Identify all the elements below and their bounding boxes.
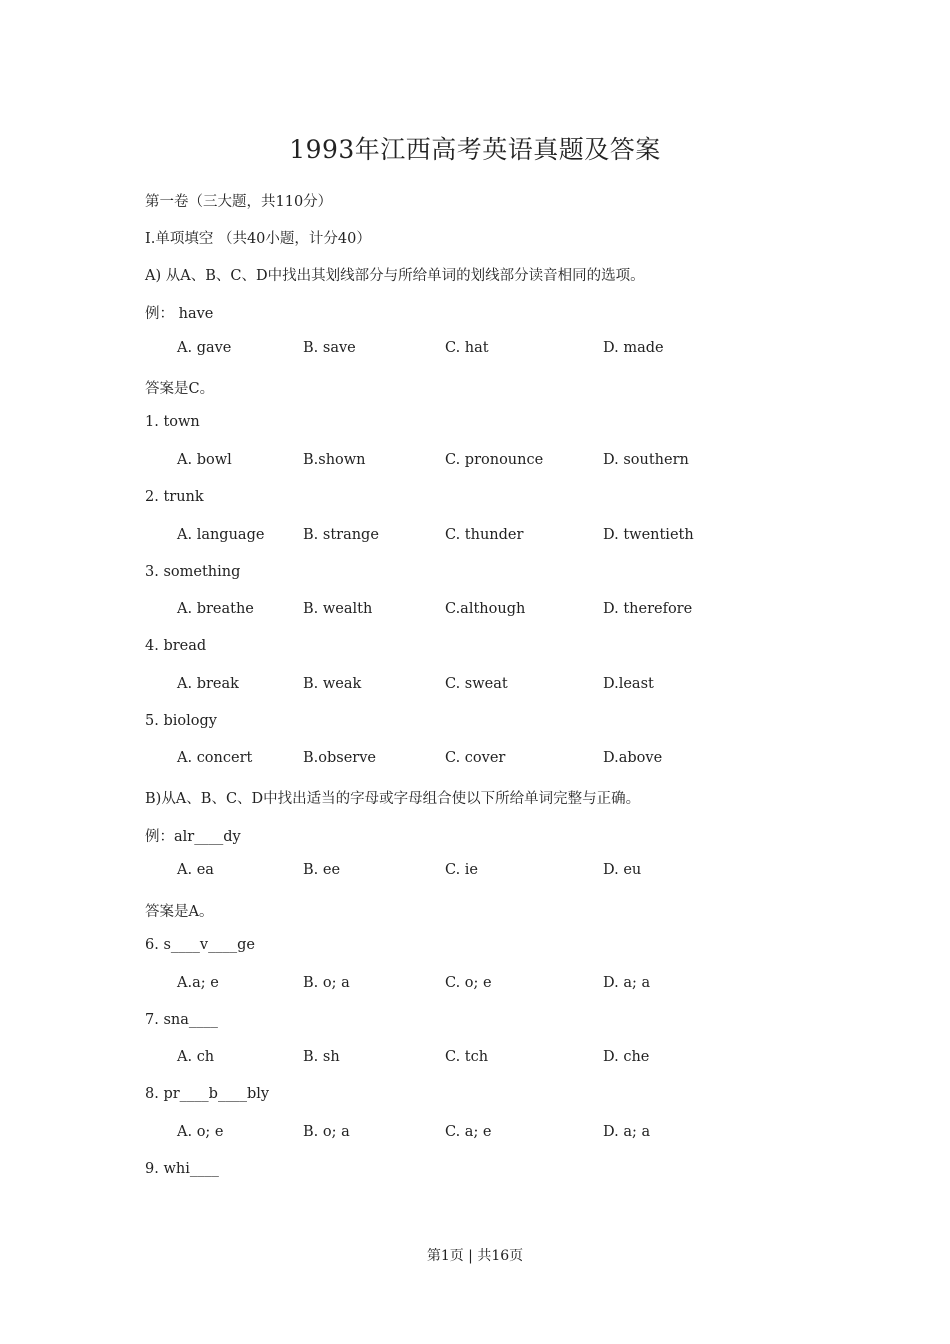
option-b: B. strange	[303, 527, 379, 543]
question-9: 9. whi____	[145, 1161, 219, 1177]
option-c: C. ie	[445, 862, 479, 878]
option-d: D. a; a	[603, 975, 651, 991]
option-b: B. o; a	[303, 1124, 350, 1140]
option-d: D. che	[603, 1049, 650, 1065]
instruction-a: A) 从A、B、C、D中找出其划线部分与所给单词的划线部分读音相同的选项。	[145, 268, 645, 284]
option-b: B. weak	[303, 676, 362, 692]
question-7: 7. sna____	[145, 1012, 218, 1028]
option-a: A. break	[177, 676, 239, 692]
answer-b: 答案是A。	[145, 904, 214, 920]
option-a: A. ch	[177, 1049, 215, 1065]
option-b: B. ee	[303, 862, 341, 878]
option-b: B.observe	[303, 750, 377, 766]
option-d: D. twentieth	[603, 527, 694, 543]
option-c: C. cover	[445, 750, 506, 766]
instruction-b: B)从A、B、C、D中找出适当的字母或字母组合使以下所给单词完整与正确。	[145, 791, 641, 807]
option-d: D.least	[603, 676, 654, 692]
option-c: C. hat	[445, 340, 489, 356]
section-heading: Ⅰ.单项填空 （共40小题，计分40）	[145, 231, 371, 247]
question-4: 4. bread	[145, 638, 207, 654]
question-1: 1. town	[145, 414, 200, 430]
option-b: B.shown	[303, 452, 366, 468]
option-b: B. sh	[303, 1049, 340, 1065]
option-c: C. o; e	[445, 975, 492, 991]
option-a: A. language	[177, 527, 265, 543]
option-c: C. sweat	[445, 676, 508, 692]
example-a: 例： have	[145, 306, 214, 322]
answer-a: 答案是C。	[145, 381, 215, 397]
option-b: B. wealth	[303, 601, 373, 617]
option-a: A. bowl	[177, 452, 232, 468]
option-a: A. gave	[177, 340, 232, 356]
question-5: 5. biology	[145, 713, 217, 729]
option-c: C.although	[445, 601, 526, 617]
option-c: C. a; e	[445, 1124, 492, 1140]
page-footer: 第1页 | 共16页	[426, 1248, 524, 1264]
question-8: 8. pr____b____bly	[145, 1086, 270, 1102]
question-3: 3. something	[145, 564, 241, 580]
option-a: A. ea	[177, 862, 214, 878]
option-d: D. therefore	[603, 601, 693, 617]
option-b: B. o; a	[303, 975, 350, 991]
option-d: D.above	[603, 750, 663, 766]
option-a: A. breathe	[177, 601, 254, 617]
document-title: 1993年江西高考英语真题及答案	[289, 135, 661, 164]
example-b: 例：alr____dy	[145, 829, 241, 845]
option-a: A. o; e	[177, 1124, 224, 1140]
option-c: C. thunder	[445, 527, 524, 543]
option-b: B. save	[303, 340, 356, 356]
option-a: A.a; e	[177, 975, 219, 991]
question-2: 2. trunk	[145, 489, 204, 505]
option-d: D. southern	[603, 452, 689, 468]
option-d: D. made	[603, 340, 664, 356]
option-d: D. eu	[603, 862, 642, 878]
option-d: D. a; a	[603, 1124, 651, 1140]
option-c: C. pronounce	[445, 452, 544, 468]
option-c: C. tch	[445, 1049, 489, 1065]
option-a: A. concert	[177, 750, 253, 766]
question-6: 6. s____v____ge	[145, 937, 255, 953]
part-heading: 第一卷（三大题，共110分）	[145, 194, 333, 210]
